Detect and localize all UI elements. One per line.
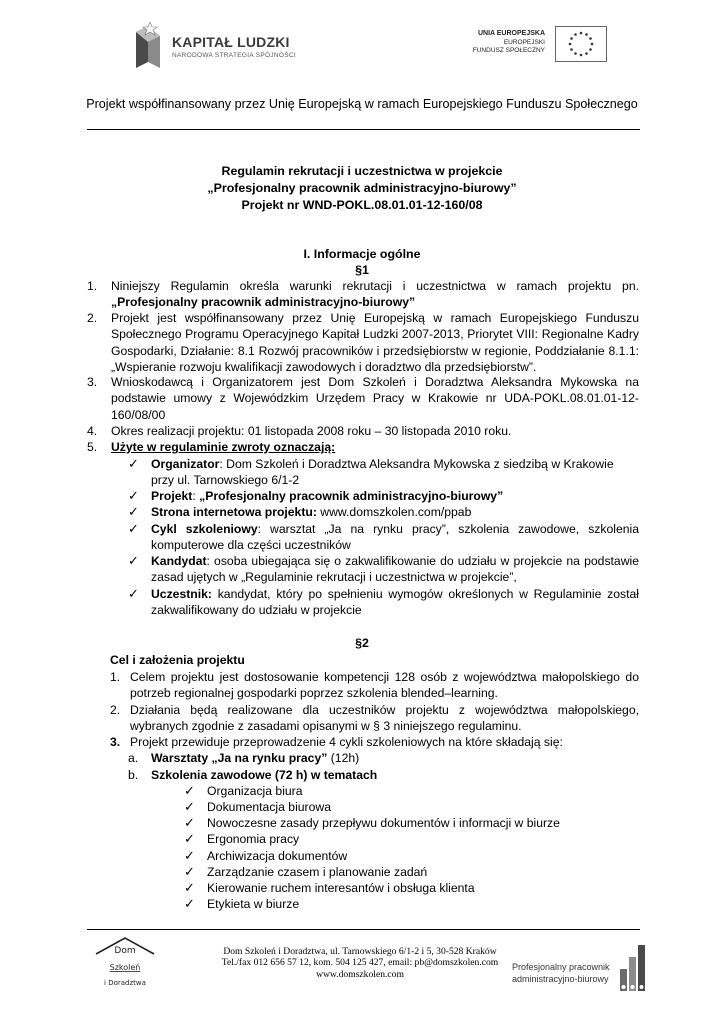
checkmark-icon: ✓: [128, 553, 139, 568]
item-number: 3.: [87, 375, 98, 389]
kapital-ludzki-title: KAPITAŁ LUDZKI: [172, 34, 290, 50]
ppab-bars-icon: [620, 945, 646, 991]
eu-text: [455, 30, 545, 56]
definition-term: Uczestnik:: [151, 587, 212, 601]
kapital-ludzki-emblem-icon: [132, 22, 164, 70]
item-number: 3.: [110, 735, 121, 749]
item-number: 1.: [87, 279, 98, 293]
sub-item-letter: a.: [128, 751, 139, 765]
eu-line-3: FUNDUSZ SPOŁECZNY: [472, 47, 545, 54]
definition-text-bold: „Profesjonalny pracownik administracyjno-biurowy”: [199, 489, 504, 503]
definition-term: Kandydat: [151, 554, 207, 568]
sub-item-text: (12h): [327, 751, 360, 765]
topic-item: Kierowanie ruchem interesantów i obsługa klienta: [207, 881, 475, 895]
section-2-paragraph-mark: §2: [355, 636, 369, 650]
checkmark-icon: ✓: [128, 586, 139, 601]
list-item: Celem projektu jest dostosowanie kompetencji 128 osób z województwa małopolskiego do potrzeb regionalnej gospodarki poprzez szkolenia blended–learning.: [130, 670, 639, 701]
definition-text: : osoba ubiegająca się o zakwalifikowanie do udziału w projekcie na podstawie zasad ujętych w „Regulaminie rekrutacji i uczestnictwa w projekcie”,: [151, 554, 639, 585]
eu-logo: [455, 30, 605, 66]
document-title: [0, 163, 724, 214]
sub-item-letter: b.: [128, 768, 139, 782]
item-number: 1.: [110, 670, 121, 684]
list-item: Wnioskodawcą i Organizatorem jest Dom Szkoleń i Doradztwa Aleksandra Mykowska na podstawie umowy z Wojewódzkim Urzędem Pracy w Krakowie nr UDA-POKL.08.01.01-12-160/08/00: [111, 375, 639, 422]
item-number: 2.: [87, 311, 98, 325]
definition-item: [151, 504, 639, 520]
definition-text: www.domszkolen.com/ppab: [316, 505, 472, 519]
topic-item: Nowoczesne zasady przepływu dokumentów i informacji w biurze: [207, 816, 560, 830]
item-text: Niniejszy Regulamin określa warunki rekrutacji i uczestnictwa w ramach projektu pn.: [111, 279, 639, 293]
title-line-2: „Profesjonalny pracownik administracyjno-biurowy”: [207, 181, 517, 195]
section-2-heading: Cel i założenia projektu: [110, 653, 245, 667]
ppab-line-1: Profesjonalny pracownik: [512, 962, 610, 972]
topic-item: Ergonomia pracy: [207, 832, 300, 846]
cofunding-statement: Projekt współfinansowany przez Unię Europejską w ramach Europejskiego Funduszu Społecznego: [86, 97, 638, 111]
definition-text: :: [192, 489, 200, 503]
logo-word-doradztwa: i Doradztwa: [104, 979, 146, 987]
section-1-heading: I. Informacje ogólne: [303, 247, 421, 261]
checkmark-icon: ✓: [128, 521, 139, 536]
topic-item: Zarządzanie czasem i planowanie zadań: [207, 865, 428, 879]
eu-line-2: EUROPEJSKI: [503, 38, 545, 46]
list-item: Działania będą realizowane dla uczestników projektu z województwa małopolskiego, wybranych zgodnie z zasadami opisanymi w § 3 niniejszego regulaminu.: [130, 703, 639, 734]
definition-term: Organizator: [151, 457, 220, 471]
definition-term: Projekt: [151, 489, 193, 503]
definition-term: Strona internetowa projektu:: [151, 505, 317, 519]
definition-item: [151, 456, 639, 489]
eu-flag-icon: [555, 26, 607, 62]
project-name: „Profesjonalny pracownik administracyjno-biurowy”: [111, 295, 416, 310]
title-line-3: Projekt nr WND-POKL.08.01.01-12-160/08: [241, 198, 483, 212]
topic-item: Archiwizacja dokumentów: [207, 849, 348, 863]
logo-word-szkolen: Szkoleń: [109, 963, 141, 972]
definition-term: Cykl szkoleniowy: [151, 522, 258, 536]
checkmark-icon: ✓: [128, 456, 139, 471]
checkmark-icon: ✓: [184, 783, 195, 798]
list-item: Okres realizacji projektu: 01 listopada 2008 roku – 30 listopada 2010 roku.: [111, 424, 512, 438]
dom-szkolen-logo: [90, 936, 160, 992]
topic-item: Organizacja biura: [207, 784, 303, 798]
title-line-1: Regulamin rekrutacji i uczestnictwa w projekcie: [221, 164, 503, 178]
list-item: Użyte w regulaminie zwroty oznaczają:: [111, 440, 336, 454]
ppab-line-2: administracyjno-biurowy: [512, 974, 609, 984]
footer-address: Dom Szkoleń i Doradztwa, ul. Tarnowskiego 6/1-2 i 5, 30-528 Kraków: [223, 946, 497, 957]
logo-word-dom: Dom: [114, 946, 136, 956]
checkmark-icon: ✓: [184, 864, 195, 879]
footer-website: www.domszkolen.com: [316, 968, 404, 980]
kapital-ludzki-logo: [132, 22, 312, 72]
checkmark-icon: ✓: [184, 848, 195, 863]
definition-item: [151, 586, 639, 619]
topic-item: Dokumentacja biurowa: [207, 800, 331, 814]
header-divider: [87, 129, 640, 130]
ppab-logo: [512, 945, 647, 991]
list-item: Projekt przewiduje przeprowadzenie 4 cykli szkoleniowych na które składają się:: [130, 735, 563, 749]
list-item: [111, 278, 639, 311]
checkmark-icon: ✓: [184, 799, 195, 814]
checkmark-icon: ✓: [184, 831, 195, 846]
definition-text: kandydat, który po spełnieniu wymogów określonych w Regulaminie został zakwalifikowany do udziału w projekcie: [151, 587, 639, 618]
checkmark-icon: ✓: [184, 815, 195, 830]
item-number: 4.: [87, 424, 98, 438]
footer-phone-email: Tel./fax 012 656 57 12, kom. 504 125 427, email: pb@domszkolen.com: [221, 957, 499, 969]
item-number: 5.: [87, 440, 98, 454]
sub-item-bold: Warsztaty „Ja na rynku pracy”: [151, 751, 328, 765]
footer-contact: [160, 946, 560, 980]
eu-line-1: UNIA EUROPEJSKA: [477, 30, 545, 37]
item-number: 2.: [110, 703, 121, 717]
kapital-ludzki-subtitle: NARODOWA STRATEGIA SPÓJNOŚCI: [172, 52, 296, 59]
definition-item: [151, 488, 639, 504]
definition-text: : warsztat „Ja na rynku pracy”, szkolenia zawodowe, szkolenia komputerowe dla części uczestników: [151, 522, 640, 553]
checkmark-icon: ✓: [128, 488, 139, 503]
section-1-paragraph-mark: §1: [355, 263, 369, 277]
page-header: [0, 0, 724, 140]
definition-text: : Dom Szkoleń i Doradztwa Aleksandra Mykowska z siedzibą w Krakowie przy ul. Tarnowskiego 6/1-2: [151, 457, 614, 488]
list-item: Projekt jest współfinansowany przez Unię Europejską w ramach Europejskiego Funduszu Społecznego Programu Operacyjnego Kapitał Ludzki 2007-2013, Priorytet VIII: Regionalne Kadry Gospodarki, Działanie: 8.1 Rozwój pracowników i przedsiębiorstw w regionie, Poddziałanie 8.1.1: „Wspieranie rozwoju kwalifikacji zawodowych i doradztwo dla przedsiębiorstw”.: [111, 311, 639, 375]
checkmark-icon: ✓: [128, 504, 139, 519]
sub-item: [151, 750, 639, 766]
sub-item: Szkolenia zawodowe (72 h) w tematach: [151, 768, 378, 782]
ppab-logo-text: [512, 961, 610, 985]
definition-item: [151, 553, 639, 586]
checkmark-icon: ✓: [184, 880, 195, 895]
footer-divider: [87, 929, 640, 930]
topic-item: Etykieta w biurze: [207, 897, 300, 911]
definition-item: [151, 521, 639, 554]
checkmark-icon: ✓: [184, 896, 195, 911]
